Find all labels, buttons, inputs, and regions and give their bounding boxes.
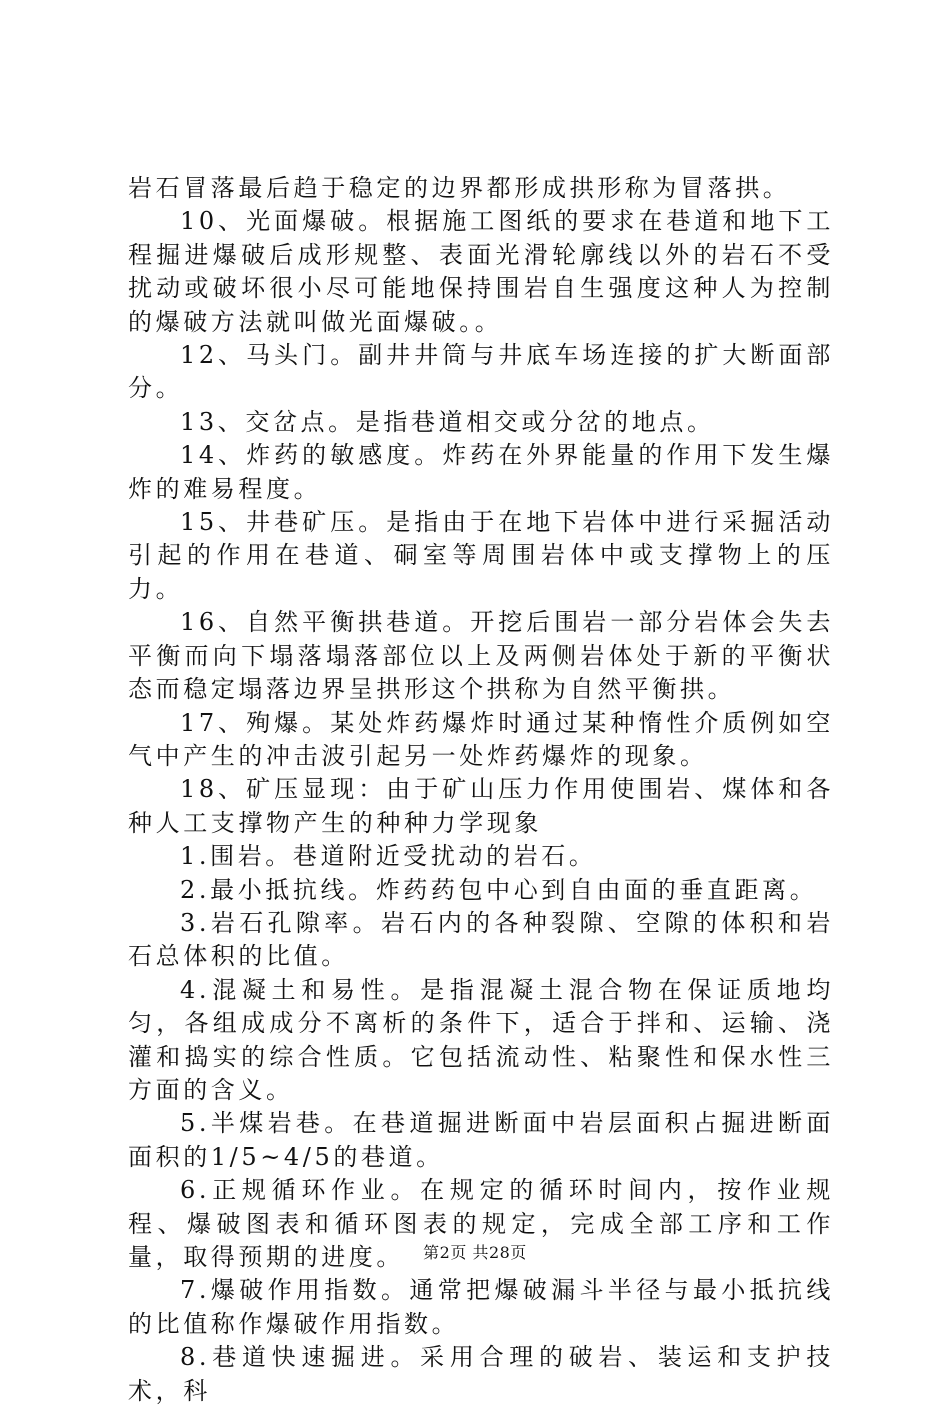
paragraph-item-2: 2.最小抵抗线。炸药药包中心到自由面的垂直距离。 — [180, 875, 818, 904]
paragraph-item-4: 4.混凝土和易性。是指混凝土混合物在保证质地均匀，各组成成分不离析的条件下，适合于拌和、运输、浇灌和捣实的综合性质。它包括流动性、粘聚性和保水性三方面的含义。 — [128, 975, 834, 1104]
page-footer: 第2页 共28页 — [423, 1243, 527, 1262]
paragraph-term-10: 10、光面爆破。根据施工图纸的要求在巷道和地下工程掘进爆破后成形规整、表面光滑轮廓线以外的岩石不受扰动或破坏很小尽可能地保持围岩自生强度这种人为控制的爆破方法就叫做光面爆破。。 — [128, 207, 834, 336]
paragraph-term-18: 18、矿压显现：由于矿山压力作用使围岩、煤体和各种人工支撑物产生的种种力学现象 — [128, 775, 834, 837]
paragraph-term-15: 15、井巷矿压。是指由于在地下岩体中进行采掘活动引起的作用在巷道、硐室等周围岩体中或支撑物上的压力。 — [128, 508, 834, 603]
paragraph-term-12: 12、马头门。副井井筒与井底车场连接的扩大断面部分。 — [128, 341, 834, 403]
paragraph-term-17: 17、殉爆。某处炸药爆炸时通过某种惰性介质例如空气中产生的冲击波引起另一处炸药爆炸的现象。 — [128, 708, 834, 770]
document-body — [128, 172, 834, 1408]
paragraph-item-1: 1.围岩。巷道附近受扰动的岩石。 — [180, 842, 597, 871]
paragraph-continuation: 岩石冒落最后趋于稳定的边界都形成拱形称为冒落拱。 — [128, 174, 791, 202]
paragraph-item-8: 8.巷道快速掘进。采用合理的破岩、装运和支护技术，科 — [128, 1343, 834, 1405]
paragraph-item-3: 3.岩石孔隙率。岩石内的各种裂隙、空隙的体积和岩石总体积的比值。 — [128, 908, 834, 971]
paragraph-term-14: 14、炸药的敏感度。炸药在外界能量的作用下发生爆炸的难易程度。 — [128, 441, 834, 503]
paragraph-term-13: 13、交岔点。是指巷道相交或分岔的地点。 — [180, 407, 715, 436]
paragraph-term-16: 16、自然平衡拱巷道。开挖后围岩一部分岩体会失去平衡而向下塌落塌落部位以上及两侧岩体处于新的平衡状态而稳定塌落边界呈拱形这个拱称为自然平衡拱。 — [128, 608, 834, 704]
paragraph-item-7: 7.爆破作用指数。通常把爆破漏斗半径与最小抵抗线的比值称作爆破作用指数。 — [128, 1276, 834, 1338]
paragraph-item-6: 6.正规循环作业。在规定的循环时间内，按作业规程、爆破图表和循环图表的规定，完成全部工序和工作量，取得预期的进度。 — [128, 1176, 834, 1271]
paragraph-item-5: 5.半煤岩巷。在巷道掘进断面中岩层面积占掘进断面面积的1/5~4/5的巷道。 — [128, 1109, 834, 1171]
